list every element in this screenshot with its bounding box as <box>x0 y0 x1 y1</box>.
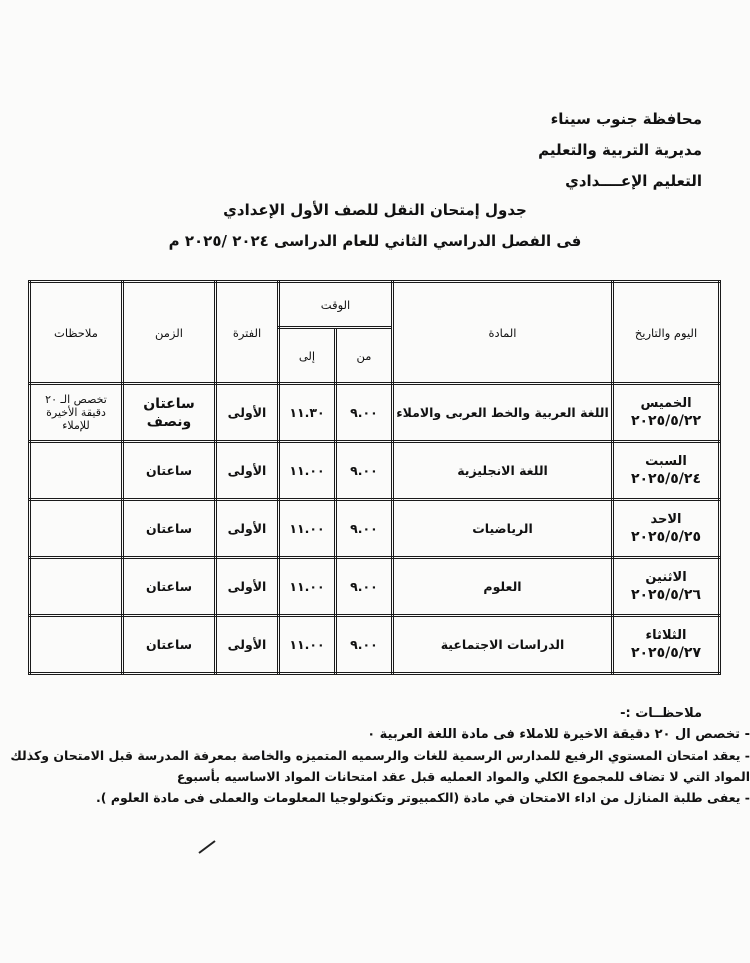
from-cell: ٩.٠٠ <box>336 442 393 500</box>
duration-cell: ساعتان <box>123 558 216 616</box>
duration-cell: ساعتان <box>123 442 216 500</box>
day-cell: السبت <box>645 454 687 469</box>
duration-cell: ساعتان <box>143 395 195 412</box>
day-cell: الاثنين <box>645 570 687 585</box>
date-cell: ٢٠٢٥/٥/٢٤ <box>630 471 702 487</box>
duration-cell: ساعتان <box>123 616 216 674</box>
header-day-date: اليوم والتاريخ <box>613 282 720 384</box>
header-to: إلى <box>279 328 336 384</box>
duration-cell-extra: ونصف <box>146 413 192 430</box>
to-cell: ١١.٣٠ <box>279 384 336 442</box>
note-line: للإملاء <box>62 419 90 432</box>
table-row <box>30 558 720 616</box>
note-item: - يعفى طلبة المنازل من اداء الامتحان في مادة (الكمبيوتر وتكنولوجيا المعلومات والعملى فى مادة العلوم ). <box>96 790 750 805</box>
date-cell: ٢٠٢٥/٥/٢٢ <box>630 413 702 429</box>
period-cell: الأولى <box>216 558 279 616</box>
to-cell: ١١.٠٠ <box>279 500 336 558</box>
note-item: المواد التي لا تضاف للمجموع الكلي والمواد العمليه قبل عقد امتحانات المواد الاساسيه بأسبوع <box>176 769 750 784</box>
notes-cell <box>30 442 123 500</box>
period-cell: الأولى <box>216 384 279 442</box>
note-line: تخصص الـ ٢٠ <box>45 393 107 406</box>
pen-mark <box>198 838 218 854</box>
from-cell: ٩.٠٠ <box>336 558 393 616</box>
schedule-title: جدول إمتحان النقل للصف الأول الإعدادي <box>223 201 527 219</box>
subject-cell: اللغة العربية والخط العربى والاملاء <box>393 384 613 442</box>
to-cell: ١١.٠٠ <box>279 442 336 500</box>
day-cell: الخميس <box>640 396 692 411</box>
notes-heading: ملاحظــات :- <box>620 706 702 721</box>
notes-cell <box>30 500 123 558</box>
date-cell: ٢٠٢٥/٥/٢٥ <box>630 529 702 545</box>
period-cell: الأولى <box>216 616 279 674</box>
note-item: - يعقد امتحان المستوي الرفيع للمدارس الرسمية للغات والرسميه المتميزه والخاصة بمعرفة المدرسة قبل الامتحان وكذلك <box>10 748 750 763</box>
notes-cell <box>30 558 123 616</box>
from-cell: ٩.٠٠ <box>336 616 393 674</box>
from-cell: ٩.٠٠ <box>336 384 393 442</box>
table-row <box>30 442 720 500</box>
exam-schedule-table <box>28 280 721 675</box>
to-cell: ١١.٠٠ <box>279 558 336 616</box>
notes-cell <box>30 616 123 674</box>
from-cell: ٩.٠٠ <box>336 500 393 558</box>
header-notes: ملاحظات <box>30 282 123 384</box>
duration-cell: ساعتان <box>123 500 216 558</box>
note-line: دقيقة الأخيرة <box>46 406 106 419</box>
header-subject: المادة <box>393 282 613 384</box>
education-stage-line: التعليم الإعــــدادي <box>565 172 702 190</box>
subject-cell: اللغة الانجليزية <box>393 442 613 500</box>
header-from: من <box>336 328 393 384</box>
table-row <box>30 500 720 558</box>
header-time: الوقت <box>279 282 393 328</box>
directorate-line: مديرية التربية والتعليم <box>538 141 702 159</box>
schedule-subtitle: فى الفصل الدراسي الثاني للعام الدراسى ٢٠٢٤ /٢٠٢٥ م <box>168 232 582 250</box>
governorate-line: محافظة جنوب سيناء <box>550 110 702 128</box>
day-cell: الاحد <box>650 512 682 527</box>
day-cell: الثلاثاء <box>645 628 687 643</box>
subject-cell: العلوم <box>393 558 613 616</box>
header-period: الفترة <box>216 282 279 384</box>
subject-cell: الرياضيات <box>393 500 613 558</box>
date-cell: ٢٠٢٥/٥/٢٧ <box>630 645 702 661</box>
date-cell: ٢٠٢٥/٥/٢٦ <box>630 587 702 603</box>
table-row <box>30 616 720 674</box>
header-duration: الزمن <box>123 282 216 384</box>
period-cell: الأولى <box>216 500 279 558</box>
to-cell: ١١.٠٠ <box>279 616 336 674</box>
period-cell: الأولى <box>216 442 279 500</box>
subject-cell: الدراسات الاجتماعية <box>393 616 613 674</box>
note-item: - تخصص ال ٢٠ دقيقة الاخيرة للاملاء فى مادة اللغة العربية ٠ <box>367 727 750 742</box>
table-row <box>30 384 720 442</box>
